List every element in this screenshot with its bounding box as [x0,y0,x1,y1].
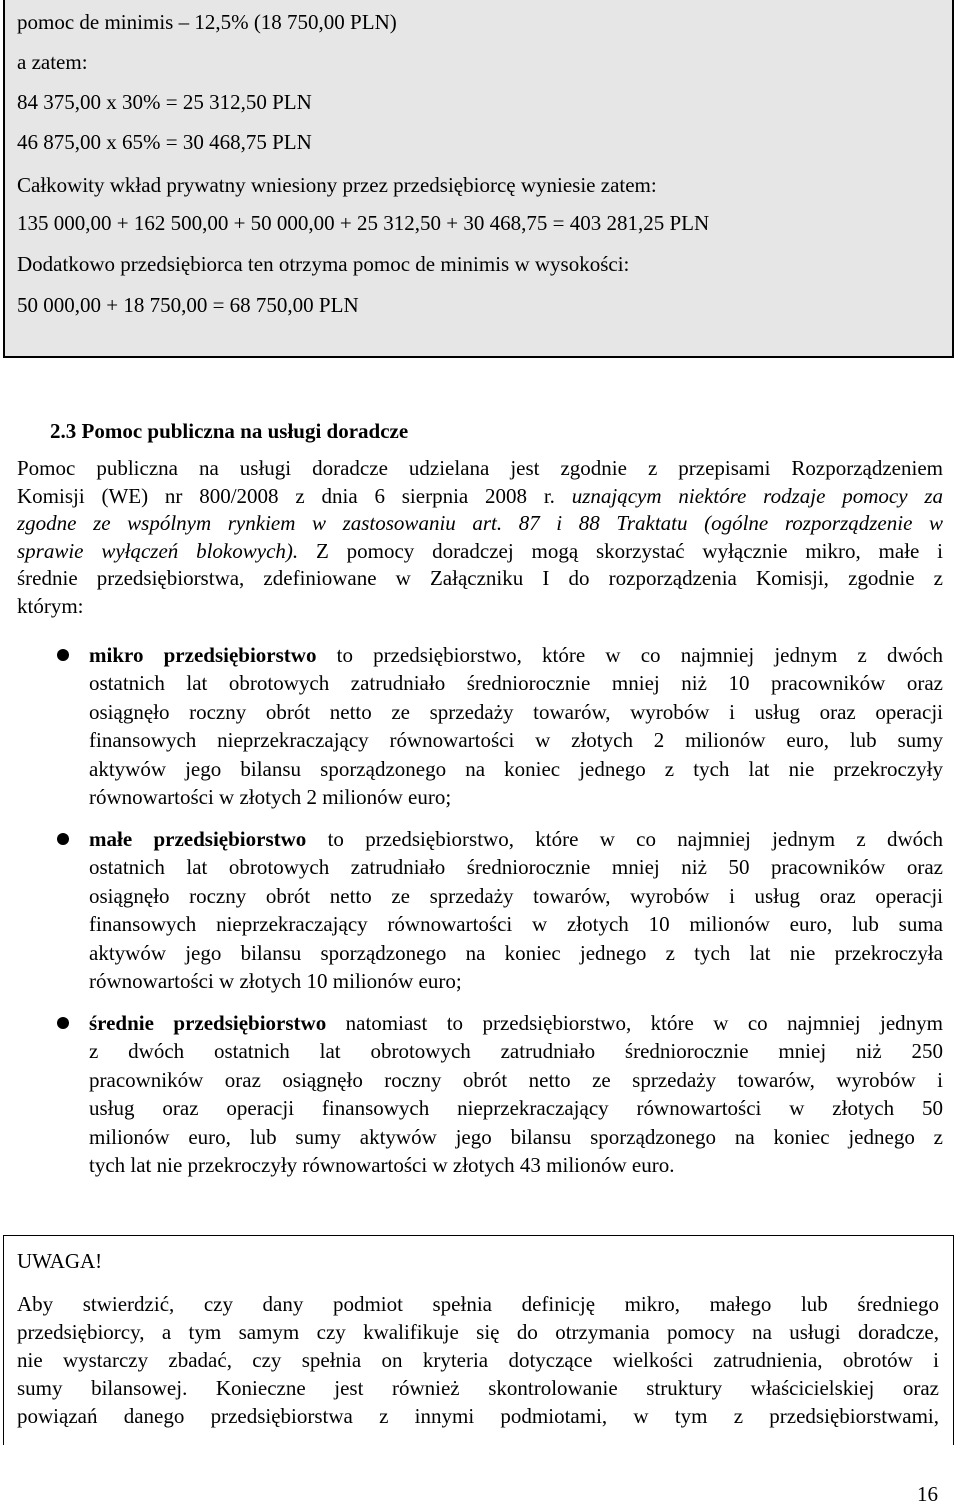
text-line: nie wystarczy zbadać, czy spełnia on kryteria dotyczące wielkości zatrudnienia, obrotów i [17,1348,939,1372]
list-item [89,1009,943,1179]
bullet-dot [57,649,69,661]
text-line: ostatnich lat obrotowych zatrudniało średniorocznie mniej niż 10 pracowników oraz [89,671,943,696]
text-line: z dwóch ostatnich lat obrotowych zatrudniało średniorocznie mniej niż 250 [89,1039,943,1064]
text-line [17,538,943,566]
text-span: to przedsiębiorstwo, które w co najmniej jednym z dwóch [306,827,943,851]
text-line: równowartości w złotych 10 milionów euro; [89,968,462,993]
bold-term: małe przedsiębiorstwo [89,827,307,851]
box-line: Całkowity wkład prywatny wniesiony przez przedsiębiorcę wyniesie zatem: [17,173,657,197]
box-line: 50 000,00 + 18 750,00 = 68 750,00 PLN [17,293,359,317]
bullet-dot [57,833,69,845]
text-line: którym: [17,593,84,618]
warning-box [3,1235,954,1445]
text-line: aktywów jego bilansu sporządzonego na koniec jednego z tych lat nie przekroczyły [89,756,943,781]
list-item [89,641,943,811]
section-heading: 2.3 Pomoc publiczna na usługi doradcze [50,419,409,443]
text-line: finansowych nieprzekraczający równowartości w złotych 10 milionów euro, lub suma [89,912,943,937]
text-span: to przedsiębiorstwo, które w co najmniej jednym z dwóch [316,643,944,667]
text-line [89,1009,943,1037]
italic-span: uznającym niektóre rodzaje pomocy za [571,483,943,508]
text-line: osiągnęło roczny obrót netto ze sprzedaży towarów, wyrobów i usług oraz operacji [89,883,943,908]
text-line: sumy bilansowej. Konieczne jest również skontrolowanie struktury właścicielskiej oraz [17,1376,939,1400]
box-line: pomoc de minimis – 12,5% (18 750,00 PLN) [17,10,397,34]
italic-span: zgodne ze wspólnym rynkiem w zastosowaniu art. 87 i 88 Traktatu (ogólne rozporządzenie w [17,511,943,536]
text-line: ostatnich lat obrotowych zatrudniało średniorocznie mniej niż 50 pracowników oraz [89,855,943,880]
box-line: 46 875,00 x 65% = 30 468,75 PLN [17,130,312,154]
text-line: średnie przedsiębiorstwa, zdefiniowane w Załączniku I do rozporządzenia Komisji, zgodnie z [17,566,943,591]
text-line [89,825,943,853]
page-number: 16 [917,1482,938,1506]
example-calculation-box [3,0,954,358]
text-line: przedsiębiorcy, a tym samym czy kwalifikuje się do otrzymania pomocy na usługi doradcze, [17,1320,939,1344]
bold-term: średnie przedsiębiorstwo [89,1011,327,1035]
text-line: milionów euro, lub sumy aktywów jego bilansu sporządzonego na koniec jednego z [89,1124,943,1149]
intro-paragraph [17,455,943,621]
text-line [89,641,943,669]
warning-text [17,1290,939,1430]
text-line: finansowych nieprzekraczający równowartości w złotych 2 milionów euro, lub sumy [89,728,943,753]
bold-term: mikro przedsiębiorstwo [89,643,317,667]
box-line: 135 000,00 + 162 500,00 + 50 000,00 + 25 312,50 + 30 468,75 = 403 281,25 PLN [17,211,710,235]
list-item [89,825,943,995]
text-line: powiązań danego przedsiębiorstwa z innymi podmiotami, w tym z przedsiębiorstwami, [17,1404,939,1428]
text-line: aktywów jego bilansu sporządzonego na koniec jednego z tych lat nie przekroczyła [89,940,943,965]
box-line: 84 375,00 x 30% = 25 312,50 PLN [17,90,312,114]
bullet-dot [57,1017,69,1029]
text-span: Z pomocy doradczej mogą skorzystać wyłącznie mikro, małe i [298,538,944,563]
text-line: osiągnęło roczny obrót netto ze sprzedaży towarów, wyrobów i usług oraz operacji [89,699,943,724]
italic-span: sprawie wyłączeń blokowych). [17,538,299,563]
text-line: Aby stwierdzić, czy dany podmiot spełnia definicję mikro, małego lub średniego [17,1292,939,1316]
text-line: usług oraz operacji finansowych nieprzekraczający równowartości w złotych 50 [89,1096,943,1121]
box-line: a zatem: [17,50,88,74]
text-line [17,483,943,511]
warning-title: UWAGA! [17,1249,103,1273]
text-line: tych lat nie przekroczyły równowartości w złotych 43 milionów euro. [89,1152,675,1177]
text-line: Pomoc publiczna na usługi doradcze udzielana jest zgodnie z przepisami Rozporządzeniem [17,456,943,480]
text-span: natomiast to przedsiębiorstwo, które w co najmniej jednym [326,1011,943,1035]
text-line: pracowników oraz osiągnęło roczny obrót netto ze sprzedaży towarów, wyrobów i [89,1067,943,1092]
text-line: równowartości w złotych 2 milionów euro; [89,784,452,809]
text-span: Komisji (WE) nr 800/2008 z dnia 6 sierpnia 2008 r. [17,483,572,508]
text-line [17,510,943,538]
box-line: Dodatkowo przedsiębiorca ten otrzyma pomoc de minimis w wysokości: [17,252,630,276]
